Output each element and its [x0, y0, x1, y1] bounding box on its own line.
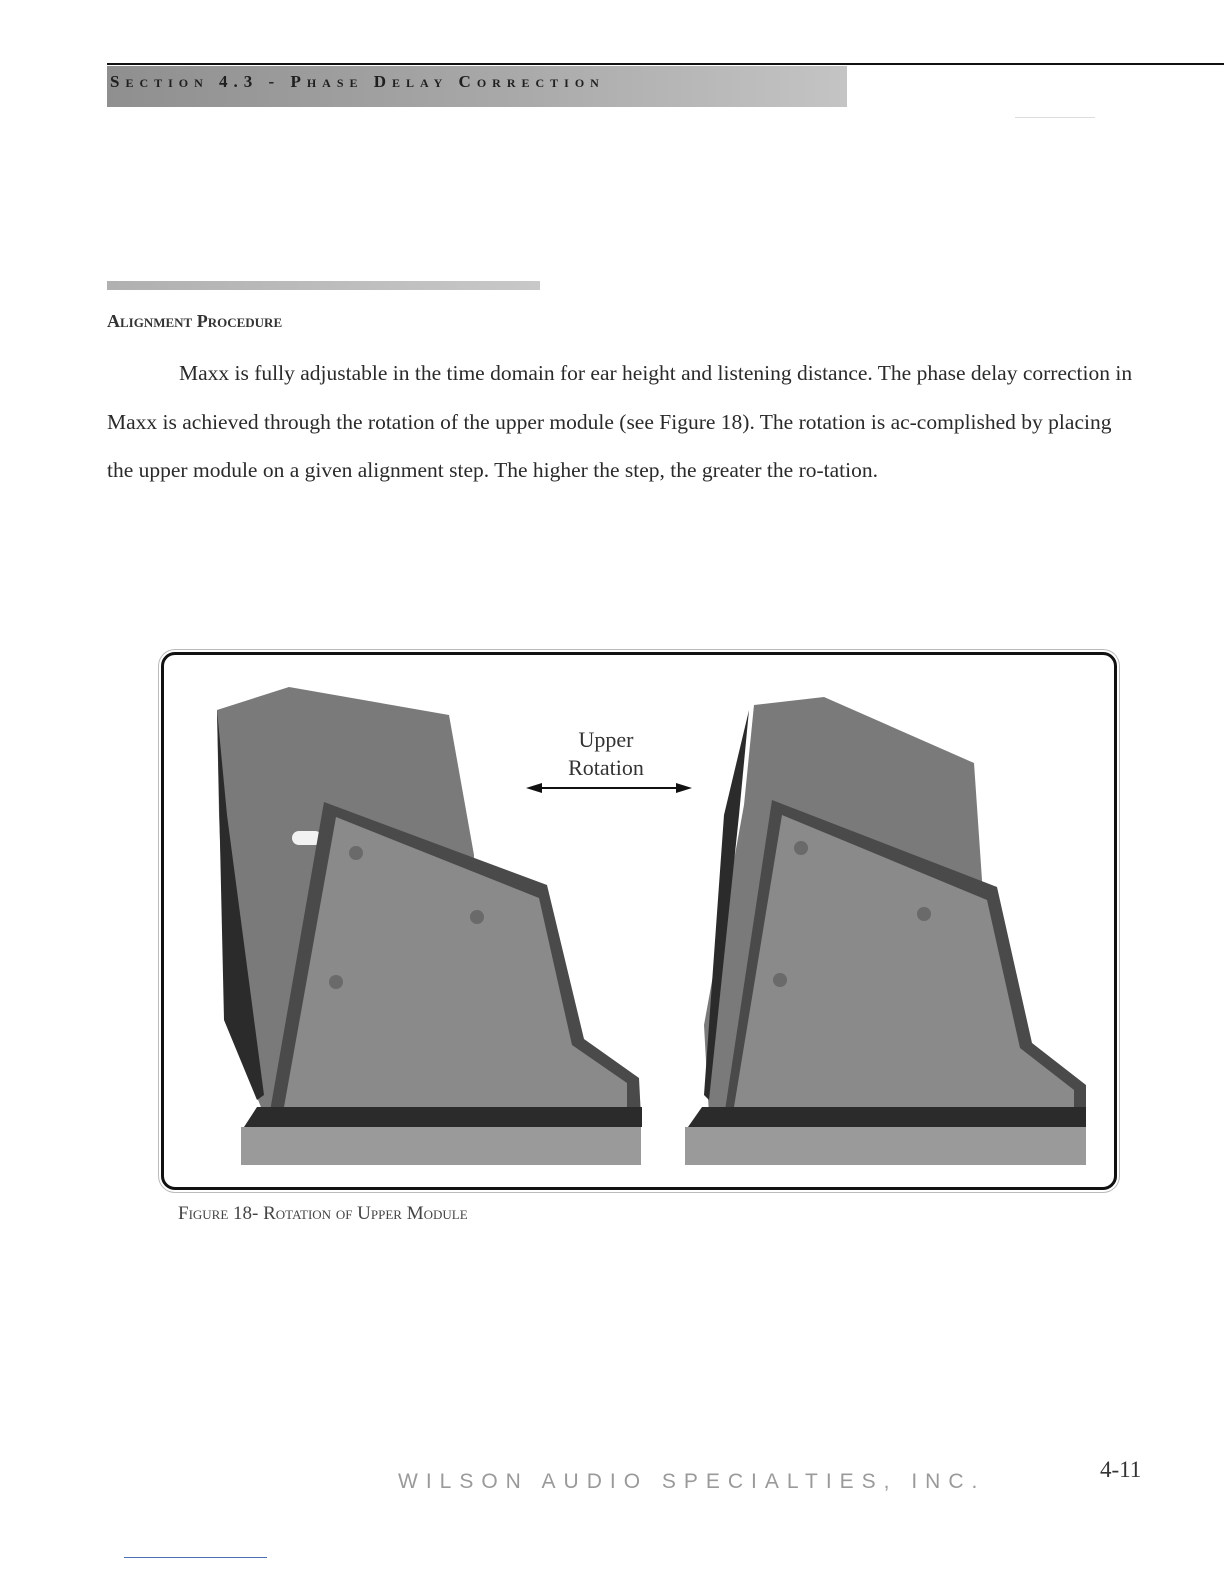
footer-company: WILSON AUDIO SPECIALTIES, INC. — [398, 1470, 986, 1493]
left-base — [241, 1127, 641, 1165]
left-bolt-1 — [349, 846, 363, 860]
figure-label-rotation: Rotation — [568, 755, 644, 780]
page-number: 4-11 — [1100, 1457, 1142, 1482]
body-paragraph: Maxx is fully adjustable in the time domain for ear height and listening distance. The phase delay correction in Maxx is achieved through the rotation of the upper module (see Figure 18). The rotation is ac-complished by placing the upper module on a given alignment step. The higher the step, the greater the ro-tation. — [107, 361, 1133, 482]
right-base — [685, 1127, 1086, 1165]
rotation-arrow-left-head — [526, 783, 542, 793]
section-header-title: Section 4.3 - Phase Delay Correction — [110, 72, 605, 91]
subsection-bar — [107, 281, 540, 290]
right-bolt-3 — [773, 973, 787, 987]
figure-frame — [161, 652, 1117, 1190]
right-bolt-1 — [794, 841, 808, 855]
faint-divider — [1015, 117, 1095, 118]
figure-caption: Figure 18- Rotation of Upper Module — [178, 1203, 468, 1224]
subsection-heading: Alignment Procedure — [107, 311, 283, 331]
header-rule — [107, 63, 1224, 65]
left-bolt-3 — [329, 975, 343, 989]
rotation-arrow-right-head — [676, 783, 692, 793]
right-bolt-2 — [917, 907, 931, 921]
left-base-top — [244, 1107, 642, 1127]
footer-rule — [124, 1557, 267, 1558]
figure-label-upper: Upper — [578, 727, 634, 752]
right-base-top — [688, 1107, 1086, 1127]
left-bolt-2 — [470, 910, 484, 924]
